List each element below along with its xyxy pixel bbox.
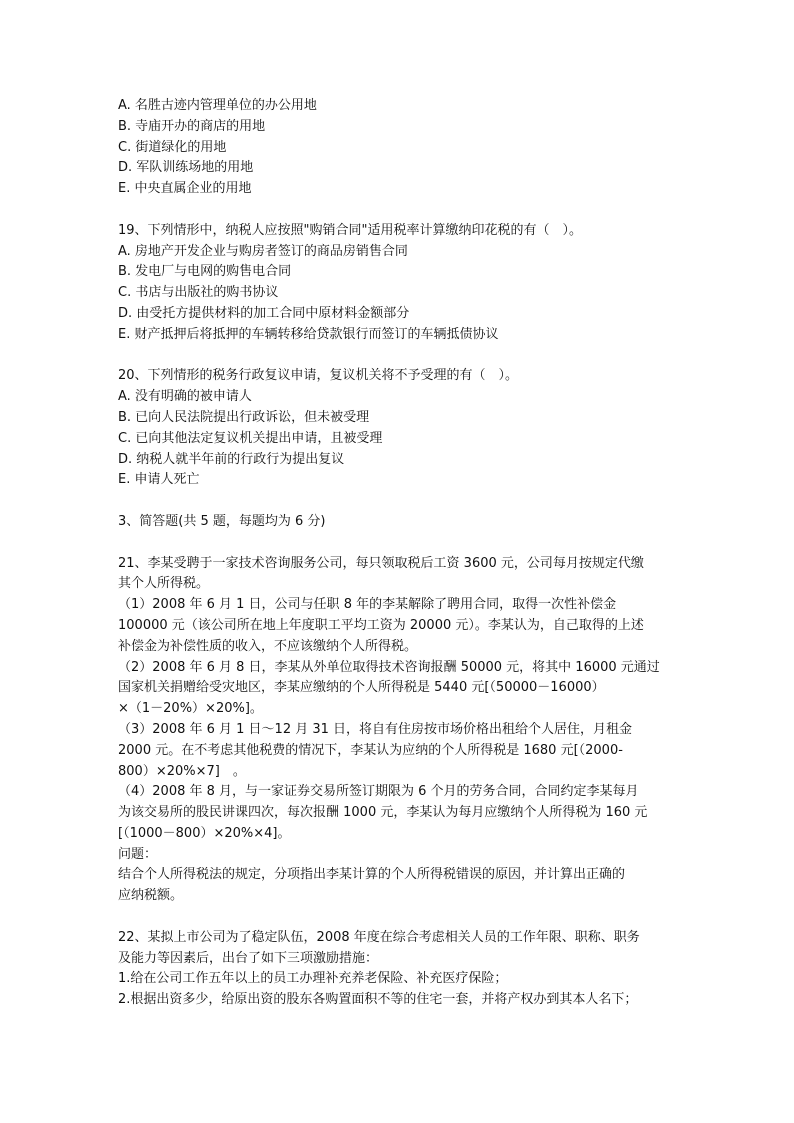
spacer: [118, 491, 678, 512]
q21-line: 其个人所得税。: [118, 576, 210, 592]
spacer: [118, 533, 678, 554]
q19-option-e: E. 财产抵押后将抵押的车辆转移给贷款银行而签订的车辆抵债协议: [118, 326, 499, 342]
q19-option-d: D. 由受托方提供材料的加工合同中原材料金额部分: [118, 305, 410, 321]
q21-line: [（1000－800）×20%×4]。: [118, 825, 291, 841]
q19-stem: 19、下列情形中，纳税人应按照"购销合同"适用税率计算缴纳印花税的有（ ）。: [118, 222, 583, 238]
q19-option-b: B. 发电厂与电网的购售电合同: [118, 264, 292, 280]
question-20: [118, 366, 678, 491]
q21-line: （2）2008 年 6 月 8 日，李某从外单位取得技术咨询报酬 50000 元，将其中 16000 元通过: [118, 659, 660, 675]
q18-option-b: B. 寺庙开办的商店的用地: [118, 118, 266, 134]
q18-option-d: D. 军队训练场地的用地: [118, 160, 254, 176]
question-22: [118, 928, 678, 1011]
q19-option-c: C. 书店与出版社的购书协议: [118, 285, 279, 301]
q18-option-c: C. 街道绿化的用地: [118, 139, 227, 155]
q20-stem: 20、下列情形的税务行政复议申请，复议机关将不予受理的有（ ）。: [118, 368, 519, 384]
q20-option-c: C. 已向其他法定复议机关提出申请，且被受理: [118, 430, 383, 446]
q21-line: 问题：: [118, 846, 158, 862]
spacer: [118, 907, 678, 928]
q21-line: ×（1－20%）×20%]。: [118, 701, 263, 717]
q18-option-a: A. 名胜古迹内管理单位的办公用地: [118, 98, 317, 113]
q21-line: （3）2008 年 6 月 1 日～12 月 31 日，将自有住房按市场价格出租给个人居住，月租金: [118, 721, 633, 737]
question-21: [118, 554, 678, 908]
q21-line: 为该交易所的股民讲课四次，每次报酬 1000 元，李某认为每月应缴纳个人所得税为 160 元: [118, 805, 648, 821]
q18-options: [118, 96, 678, 200]
q21-line: 应纳税额。: [118, 888, 184, 904]
q21-line: 2000 元。在不考虑其他税费的情况下，李某认为应纳的个人所得税是 1680 元[（2000-: [118, 742, 623, 758]
q21-line: （1）2008 年 6 月 1 日，公司与任职 8 年的李某解除了聘用合同，取得一次性补偿金: [118, 597, 617, 613]
document-page: [118, 96, 678, 1011]
q19-option-a: A. 房地产开发企业与购房者签订的商品房销售合同: [118, 243, 408, 259]
q21-line: 21、李某受聘于一家技术咨询服务公司，每只领取税后工资 3600 元，公司每月按规定代缴: [118, 555, 644, 571]
q22-line: 及能力等因素后，出台了如下三项激励措施：: [118, 950, 379, 966]
q20-option-a: A. 没有明确的被申请人: [118, 389, 252, 405]
q22-line: 1.给在公司工作五年以上的员工办理补充养老保险、补充医疗保险；: [118, 971, 508, 987]
q21-line: 补偿金为补偿性质的收入，不应该缴纳个人所得税。: [118, 638, 418, 654]
q21-line: 800）×20%×7] 。: [118, 763, 246, 779]
q20-option-d: D. 纳税人就半年前的行政行为提出复议: [118, 451, 345, 467]
q21-line: 结合个人所得税法的规定，分项指出李某计算的个人所得税错误的原因，并计算出正确的: [118, 867, 626, 883]
q20-option-e: E. 申请人死亡: [118, 472, 200, 488]
question-19: [118, 221, 678, 346]
q21-line: 国家机关捐赠给受灾地区，李某应缴纳的个人所得税是 5440 元[（50000－16000）: [118, 680, 605, 696]
section-3-title: 3、简答题(共 5 题，每题均为 6 分): [118, 513, 326, 529]
q22-line: 2.根据出资多少，给原出资的股东各购置面积不等的住宅一套，并将产权办到其本人名下；: [118, 992, 638, 1008]
q20-option-b: B. 已向人民法院提出行政诉讼，但未被受理: [118, 409, 370, 425]
q21-line: （4）2008 年 8 月，与一家证券交易所签订期限为 6 个月的劳务合同，合同约定李某每月: [118, 784, 639, 800]
q22-line: 22、某拟上市公司为了稳定队伍，2008 年度在综合考虑相关人员的工作年限、职称、职务: [118, 929, 640, 945]
q18-option-e: E. 中央直属企业的用地: [118, 181, 252, 197]
spacer: [118, 346, 678, 367]
q21-line: 100000 元（该公司所在地上年度职工平均工资为 20000 元）。李某认为，自己取得的上述: [118, 617, 644, 633]
spacer: [118, 200, 678, 221]
